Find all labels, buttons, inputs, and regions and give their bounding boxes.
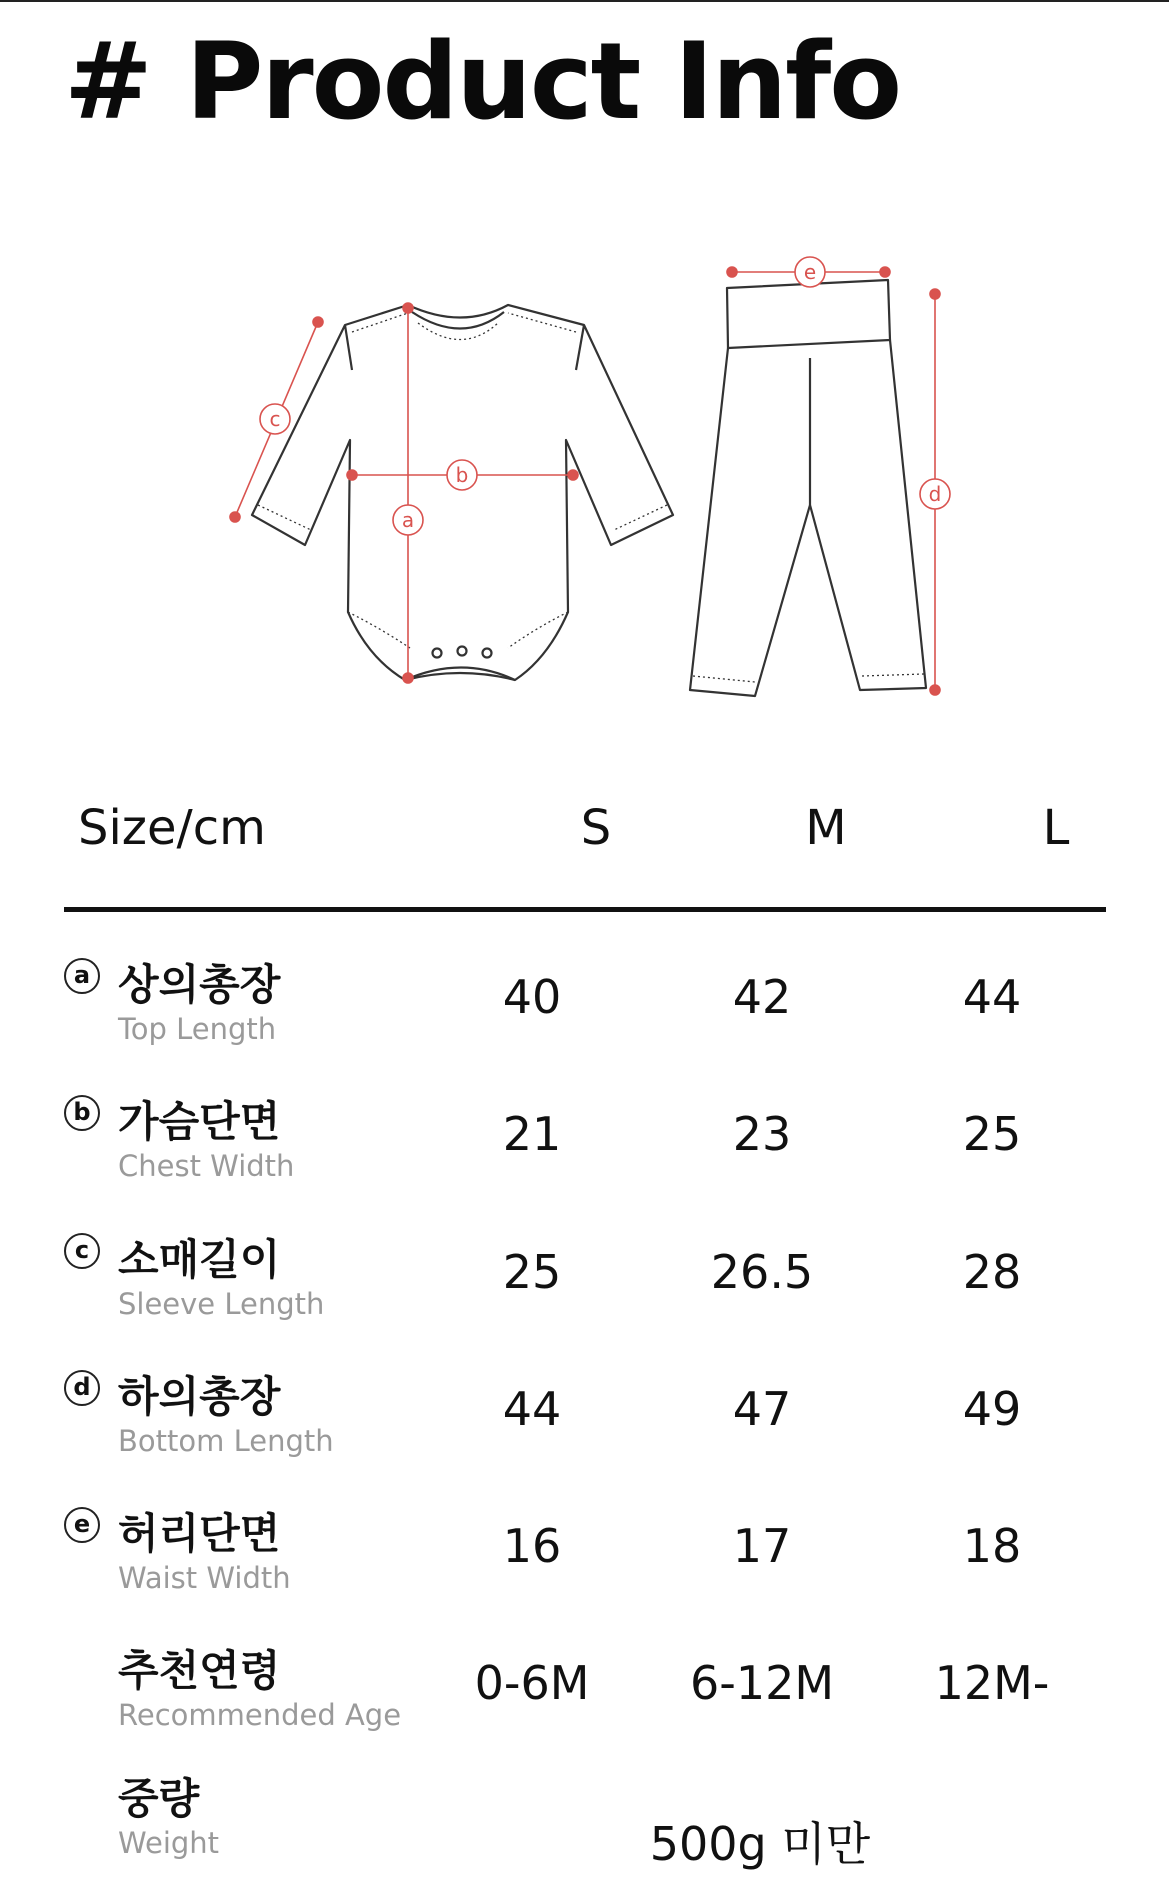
row-marker-e: e — [64, 1507, 100, 1543]
row-label-en: Recommended Age — [118, 1698, 402, 1732]
value-l: 28 — [962, 1245, 1022, 1299]
row-label-en: Weight — [118, 1826, 220, 1860]
size-column-l: L — [1042, 800, 1070, 856]
value-m: 42 — [732, 970, 792, 1024]
measurement-labels — [260, 257, 950, 535]
table-row-weight — [0, 1766, 1169, 1886]
svg-text:d: d — [928, 482, 942, 506]
diagram-marker-b — [447, 460, 477, 490]
value-s: 21 — [502, 1107, 562, 1161]
page-title: # Product Info — [64, 20, 901, 143]
diagram-marker-a — [393, 505, 423, 535]
row-label-ko: 허리단면 — [118, 1509, 281, 1558]
measurement-guides — [230, 267, 940, 695]
svg-text:e: e — [803, 260, 817, 284]
svg-text:c: c — [269, 407, 281, 431]
row-label-en: Chest Width — [118, 1149, 295, 1183]
row-label-en: Bottom Length — [118, 1424, 334, 1458]
value-m: 26.5 — [710, 1245, 814, 1299]
row-label-ko: 소매길이 — [118, 1235, 281, 1284]
size-table-header — [64, 800, 1106, 880]
table-row-bottom-length — [0, 1364, 1169, 1484]
value-l: 12M- — [934, 1656, 1050, 1710]
value-l: 44 — [962, 970, 1022, 1024]
diagram-marker-d — [920, 479, 950, 509]
value-s: 16 — [502, 1519, 562, 1573]
value-m: 17 — [732, 1519, 792, 1573]
value-l: 18 — [962, 1519, 1022, 1573]
table-row-recommended-age — [0, 1638, 1169, 1758]
size-column-m: M — [805, 800, 847, 856]
value-l: 49 — [962, 1382, 1022, 1436]
svg-text:b: b — [455, 463, 469, 487]
row-label-ko: 가슴단면 — [118, 1097, 281, 1146]
row-marker-b: b — [64, 1095, 100, 1131]
diagram-marker-e — [795, 257, 825, 287]
row-label-ko: 상의총장 — [118, 960, 281, 1009]
value-s: 40 — [502, 970, 562, 1024]
row-label-ko: 중량 — [118, 1774, 200, 1823]
row-label-en: Sleeve Length — [118, 1287, 325, 1321]
row-marker-c: c — [64, 1233, 100, 1269]
value-m: 23 — [732, 1107, 792, 1161]
top-border — [0, 0, 1169, 2]
weight-value: 500g 미만 — [649, 1817, 871, 1871]
size-column-s: S — [580, 800, 612, 856]
bodysuit-illustration — [252, 305, 673, 680]
row-label-ko: 추천연령 — [118, 1646, 281, 1695]
row-marker-d: d — [64, 1370, 100, 1406]
value-l: 25 — [962, 1107, 1022, 1161]
row-label-en: Top Length — [118, 1012, 277, 1046]
row-label-en: Waist Width — [118, 1561, 291, 1595]
table-row-top-length — [0, 952, 1169, 1072]
svg-text:a: a — [401, 508, 415, 532]
table-row-waist-width — [0, 1501, 1169, 1621]
table-row-chest-width — [0, 1089, 1169, 1209]
value-s: 0-6M — [474, 1656, 590, 1710]
header-divider — [64, 907, 1106, 912]
pants-illustration — [690, 280, 926, 696]
value-s: 25 — [502, 1245, 562, 1299]
garment-measurement-diagram — [0, 230, 1169, 730]
table-row-sleeve-length — [0, 1227, 1169, 1347]
value-m: 6-12M — [689, 1656, 835, 1710]
value-s: 44 — [502, 1382, 562, 1436]
value-m: 47 — [732, 1382, 792, 1436]
diagram-marker-c — [260, 404, 290, 434]
size-unit-label: Size/cm — [78, 800, 266, 856]
row-label-ko: 하의총장 — [118, 1372, 281, 1421]
row-marker-a: a — [64, 958, 100, 994]
